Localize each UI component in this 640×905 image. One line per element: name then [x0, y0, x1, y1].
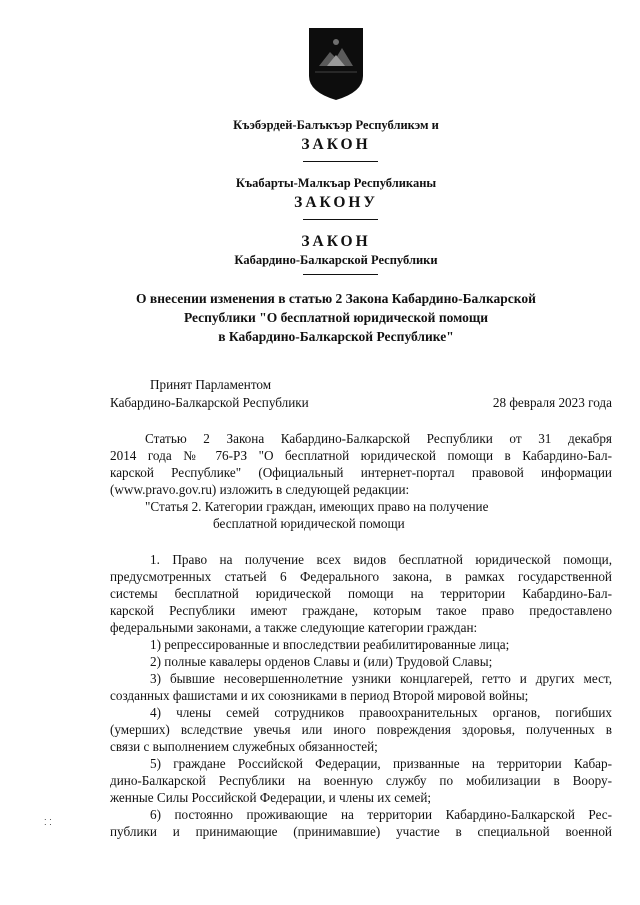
coat-of-arms-icon [307, 26, 365, 102]
text-line: карской Республике" (Официальный интернет-портал правовой информации [110, 465, 612, 480]
list-item: публики и принимающие (принимавшие) участие в специальной военной [110, 824, 612, 839]
title-line: в Кабардино-Балкарской Республике" [218, 329, 454, 344]
header-divider [303, 161, 378, 162]
margin-marks: ⁚ ⁚ [44, 818, 52, 827]
list-item: 6) постоянно проживающие на территории Кабардино-Балкарской Рес- [150, 807, 612, 822]
text-line: системы бесплатной юридической помощи на территории Кабардино-Бал- [110, 586, 612, 601]
list-item: дино-Балкарской Республики на военную службу по мобилизации в Воору- [110, 773, 612, 788]
adoption-date: 28 февраля 2023 года [492, 395, 612, 410]
coat-of-arms-emblem [307, 26, 365, 102]
balkar-law-title: ЗАКОНУ [294, 194, 378, 211]
kabardian-law-title: ЗАКОН [301, 136, 371, 153]
adoption-line: Принят Парламентом [150, 377, 272, 392]
text-line: 2014 года № 76-РЗ "О бесплатной юридической помощи в Кабардино-Бал- [110, 448, 612, 463]
text-line: федеральными законами, а также следующие категории граждан: [110, 620, 478, 635]
header-divider [303, 219, 378, 220]
article-heading: "Статья 2. Категории граждан, имеющих право на получение [145, 499, 489, 514]
balkar-republic-title: Къабарты-Малкъар Республиканы [235, 176, 437, 190]
document-title [120, 289, 552, 346]
list-item: (умерших) вследствие увечья или иного повреждения здоровья, полученных в [110, 722, 612, 737]
russian-law-title: ЗАКОН [301, 233, 371, 250]
text-line: (www.pravo.gov.ru) изложить в следующей редакции: [110, 482, 410, 497]
list-item: 5) граждане Российской Федерации, призванные на территории Кабар- [150, 756, 612, 771]
list-item: связи с выполнением служебных обязанностей; [110, 739, 378, 754]
kabardian-republic-title: Къэбэрдей-Балъкъэр Республикэм и [233, 118, 439, 132]
text-line: предусмотренных статьей 6 Федерального закона, в рамках государственной [110, 569, 612, 584]
header-divider [303, 274, 378, 275]
list-item: женные Силы Российской Федерации, и члены их семей; [110, 790, 432, 805]
list-item: 4) члены семей сотрудников правоохранительных органов, погибших [150, 705, 612, 720]
text-line: Статью 2 Закона Кабардино-Балкарской Республики от 31 декабря [145, 431, 612, 446]
text-line: карской Республики имеют граждане, которым такое право предоставлено [110, 603, 612, 618]
list-item: 3) бывшие несовершеннолетние узники концлагерей, гетто и других мест, [150, 671, 612, 686]
russian-republic-title: Кабардино-Балкарской Республики [234, 253, 438, 267]
adoption-parliament: Кабардино-Балкарской Республики [110, 395, 309, 410]
title-line: Республики "О бесплатной юридической помощи [183, 310, 489, 325]
list-item: 2) полные кавалеры орденов Славы и (или) Трудовой Славы; [150, 654, 493, 669]
list-item: созданных фашистами и их союзниками в период Второй мировой войны; [110, 688, 529, 703]
list-item: 1) репрессированные и впоследствии реабилитированные лица; [150, 637, 510, 652]
article-heading: бесплатной юридической помощи [213, 516, 405, 531]
title-line: О внесении изменения в статью 2 Закона Кабардино-Балкарской [136, 291, 536, 306]
text-line: 1. Право на получение всех видов бесплатной юридической помощи, [150, 552, 612, 567]
